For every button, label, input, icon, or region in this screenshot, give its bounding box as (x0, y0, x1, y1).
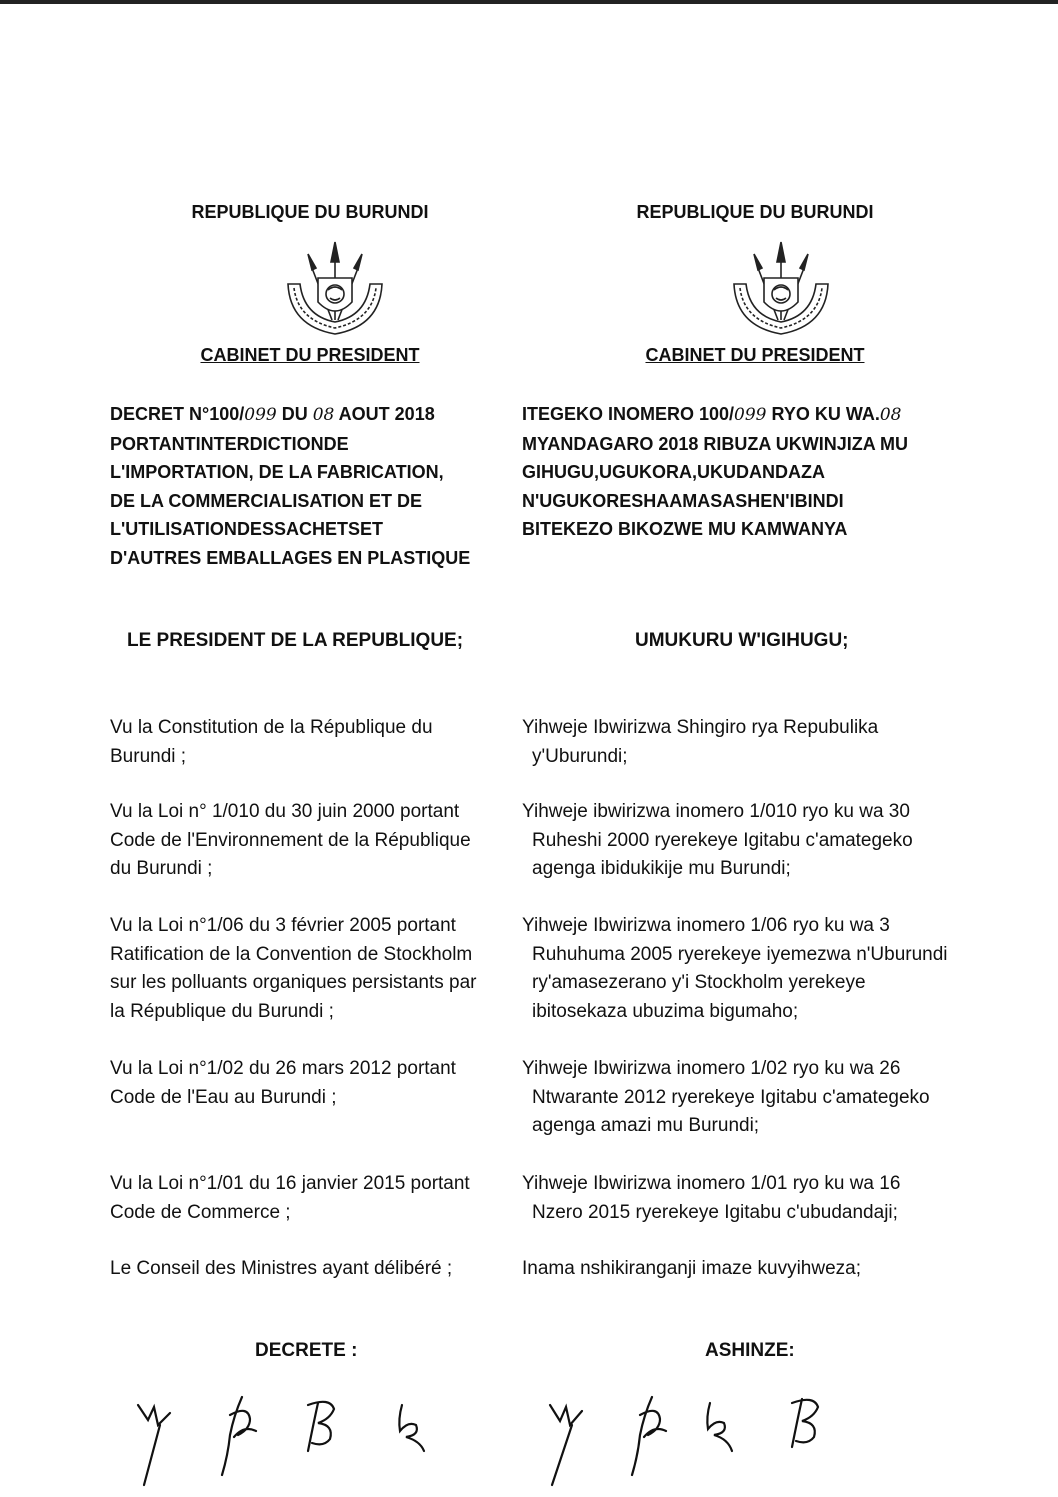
title-fr-line-5 (110, 515, 512, 544)
decree-title-french (110, 400, 512, 572)
visa-line (110, 1170, 512, 1199)
visa-line (110, 1255, 512, 1284)
visa-line (522, 1170, 978, 1199)
visa-fr-6 (110, 1255, 512, 1284)
visa-line (522, 969, 978, 998)
visa-text: Yihweje Ibwirizwa Shingiro rya Repubulika (522, 717, 879, 738)
visa-line (110, 1199, 512, 1228)
title-word: UGUKORA, (599, 462, 698, 482)
visa-line (522, 1112, 978, 1141)
visa-line (110, 827, 512, 856)
president-heading-french: LE PRESIDENT DE LA REPUBLIQUE; (127, 630, 464, 651)
decrete-heading-french: DECRETE : (255, 1340, 358, 1361)
decree-title-kirundi (522, 400, 978, 544)
visa-fr-5 (110, 1170, 512, 1227)
handwritten-decree-number: 099 (244, 405, 277, 425)
visa-text: Ratification de la Convention de Stockholm (110, 943, 473, 965)
title-rn-line-2: MYANDAGARO 2018 RIBUZA UKWINJIZA MU (522, 433, 909, 454)
burundi-emblem-left (270, 240, 400, 340)
visa-text: ry'amasezerano y'i Stockholm yerekeye (532, 972, 866, 993)
title-word: DE (323, 433, 349, 454)
title-rn-date-text: RYO KU WA. (766, 404, 880, 424)
visa-line (522, 941, 978, 970)
left-cabinet-header: CABINET DU PRESIDENT (200, 345, 420, 365)
visa-line (110, 798, 512, 827)
visa-text: du Burundi ; (110, 858, 213, 879)
title-fr-line-2 (110, 430, 512, 459)
visa-text: Vu la Constitution de la République du (110, 717, 433, 738)
title-word: AMASASHE (669, 490, 773, 511)
scan-top-edge (0, 0, 1058, 4)
title-word: DES (236, 519, 274, 539)
visa-text: Code de Commerce ; (110, 1201, 291, 1223)
visa-line (110, 714, 512, 743)
title-fr-line-1 (110, 400, 512, 430)
visa-text: Le Conseil des Ministres ayant délibéré ; (110, 1258, 453, 1279)
title-rn-prefix: ITEGEKO INOMERO 100/ (522, 404, 735, 424)
visa-line (522, 1084, 978, 1113)
title-word: SACHETS (273, 519, 360, 539)
left-country-header: REPUBLIQUE DU BURUNDI (191, 202, 429, 222)
visa-rn-1 (522, 714, 978, 771)
visa-line (110, 998, 512, 1027)
visa-text: Vu la Loi n°1/01 du 16 janvier 2015 portant (110, 1173, 470, 1194)
visa-text: Ruheshi 2000 ryerekeye Igitabu c'amategeko (532, 829, 913, 851)
visa-text: Yihweje ibwirizwa inomero 1/010 ryo ku wa 30 (522, 801, 910, 822)
visa-text: Yihweje Ibwirizwa inomero 1/01 ryo ku wa 16 (522, 1173, 901, 1194)
visa-line (522, 714, 978, 743)
handwritten-initials-right (540, 1385, 840, 1495)
visa-text: agenga amazi mu Burundi; (532, 1115, 760, 1136)
title-word: UKUDANDAZA (697, 462, 826, 482)
visa-line (522, 743, 978, 772)
visa-text: y'Uburundi; (532, 745, 628, 767)
visa-line (522, 998, 978, 1027)
title-fr-prefix: DECRET N°100/ (110, 404, 245, 424)
visa-rn-5 (522, 1170, 978, 1227)
visa-line (110, 855, 512, 884)
visa-text: Code de l'Eau au Burundi ; (110, 1086, 337, 1108)
title-word: ET (359, 519, 383, 539)
visa-line (522, 855, 978, 884)
title-fr-line-3: L'IMPORTATION, DE LA FABRICATION, (110, 462, 444, 482)
visa-fr-2 (110, 798, 512, 884)
visa-text: Code de l'Environnement de la République (110, 829, 471, 851)
visa-line (110, 1084, 512, 1113)
title-rn-line-1 (522, 400, 978, 430)
handwritten-day: 08 (879, 405, 902, 425)
visa-line (522, 827, 978, 856)
visa-text: Ntwarante 2012 ryerekeye Igitabu c'amategeko (532, 1086, 930, 1108)
handwritten-day: 08 (312, 405, 335, 425)
title-word: INTERDICTION (195, 433, 324, 454)
visa-line (110, 969, 512, 998)
president-heading-kirundi: UMUKURU W'IGIHUGU; (635, 630, 849, 651)
title-fr-du: DU (276, 404, 313, 424)
visa-text: Vu la Loi n°1/06 du 3 février 2005 portant (110, 915, 456, 936)
visa-text: Yihweje Ibwirizwa inomero 1/02 ryo ku wa 26 (522, 1058, 901, 1079)
title-rn-line-5: BITEKEZO BIKOZWE MU KAMWANYA (522, 519, 848, 539)
visa-text: Burundi ; (110, 745, 187, 767)
visa-text: Vu la Loi n° 1/010 du 30 juin 2000 portant (110, 801, 460, 822)
visa-rn-4 (522, 1055, 978, 1141)
visa-text: Nzero 2015 ryerekeye Igitabu c'ubudandaji; (532, 1201, 898, 1223)
visa-rn-3 (522, 912, 978, 1026)
title-fr-line-4: DE LA COMMERCIALISATION ET DE (110, 490, 422, 511)
visa-line (110, 743, 512, 772)
visa-line (522, 1255, 978, 1284)
title-rn-line-3 (522, 458, 978, 487)
handwritten-decree-number: 099 (734, 405, 767, 425)
title-word: N'UGUKORESHA (522, 490, 670, 511)
visa-line (522, 912, 978, 941)
visa-line (110, 1055, 512, 1084)
decrete-heading-kirundi: ASHINZE: (705, 1340, 795, 1361)
visa-fr-4 (110, 1055, 512, 1112)
visa-text: Vu la Loi n°1/02 du 26 mars 2012 portant (110, 1058, 456, 1079)
title-fr-month-year: AOUT 2018 (334, 404, 435, 424)
visa-rn-6 (522, 1255, 978, 1284)
title-word: GIHUGU, (522, 462, 600, 482)
visa-line (110, 941, 512, 970)
title-word: N'IBINDI (772, 490, 844, 511)
handwritten-initials-left (130, 1385, 450, 1495)
visa-text: sur les polluants organiques persistants par (110, 972, 477, 993)
visa-line (522, 798, 978, 827)
visa-line (110, 912, 512, 941)
right-cabinet-header: CABINET DU PRESIDENT (645, 345, 865, 365)
visa-text: Inama nshikiranganji imaze kuvyihweza; (522, 1258, 861, 1279)
title-word: PORTANT (110, 433, 196, 454)
visa-text: agenga ibidukikije mu Burundi; (532, 858, 791, 879)
visa-text: Ruhuhuma 2005 ryerekeye iyemezwa n'Uburundi (532, 943, 948, 965)
visa-text: la République du Burundi ; (110, 1000, 334, 1022)
visa-line (522, 1199, 978, 1228)
visa-fr-3 (110, 912, 512, 1026)
title-rn-line-4 (522, 487, 978, 516)
title-fr-line-6: D'AUTRES EMBALLAGES EN PLASTIQUE (110, 547, 471, 568)
burundi-emblem-right (716, 240, 846, 340)
title-word: L'UTILISATION (110, 519, 237, 539)
visa-text: Yihweje Ibwirizwa inomero 1/06 ryo ku wa 3 (522, 915, 890, 936)
visa-line (522, 1055, 978, 1084)
visa-fr-1 (110, 714, 512, 771)
visa-text: ibitosekaza ubuzima bigumaho; (532, 1000, 799, 1022)
visa-rn-2 (522, 798, 978, 884)
right-country-header: REPUBLIQUE DU BURUNDI (636, 202, 874, 222)
